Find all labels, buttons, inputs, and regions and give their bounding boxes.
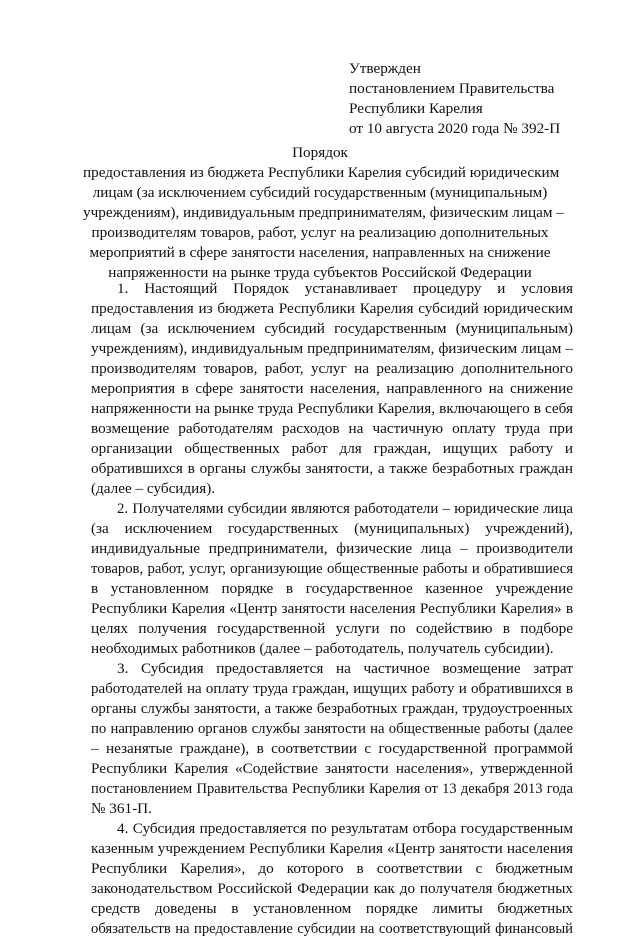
paragraph-line: возмещение работодателям расходов на частичную оплату труда при <box>91 420 573 437</box>
subtitle-line: лицам (за исключением субсидий государственным (муниципальным) <box>92 184 548 201</box>
paragraph-line: (за исключением государственных (муниципальных) учреждений), <box>91 520 573 537</box>
paragraph-line: мероприятия в сфере занятости населения, направленного на снижение <box>91 380 573 397</box>
paragraph-line: Республики Карелия «Центр занятости населения Республики Карелия» в <box>91 600 573 617</box>
paragraph-line: средств доведены в установленном порядке лимиты бюджетных <box>91 900 573 917</box>
paragraph-line: организации общественных работ для граждан, ищущих работу и <box>91 440 573 457</box>
paragraph-line: напряженности на рынке труда Республики Карелия, включающего в себя <box>91 400 573 417</box>
paragraph-line: работодателей на оплату труда граждан, ищущих работу и обратившихся в <box>91 681 573 697</box>
approval-stamp-block <box>349 59 560 139</box>
paragraph-line: 1. Настоящий Порядок устанавливает процедуру и условия <box>117 280 573 297</box>
paragraph-line: лицам (за исключением субсидий государственным (муниципальным) <box>91 320 573 337</box>
paragraph-line: обязательств на предоставление субсидии на соответствующий финансовый <box>91 921 573 937</box>
paragraph-line: в установленном порядке в государственное казенное учреждение <box>91 580 573 597</box>
paragraph-line: постановлением Правительства Республики Карелия от 13 декабря 2013 года <box>91 781 573 797</box>
paragraph-line: индивидуальные предприниматели, физические лица – производители <box>91 540 573 557</box>
paragraph-line: предоставления из бюджета Республики Карелия субсидий юридическим <box>91 300 573 317</box>
paragraph-line: обратившихся в органы службы занятости, а также безработных граждан <box>91 460 573 477</box>
paragraph-1 <box>91 279 573 499</box>
paragraph-line: производителям товаров, работ, услуг на реализацию дополнительного <box>91 360 573 377</box>
paragraph-line: учреждениям), индивидуальным предпринимателям, физическим лицам – <box>91 340 573 357</box>
approval-line: постановлением Правительства <box>349 80 555 97</box>
paragraph-line: товаров, работ, услуг, организующие общественные работы и обратившиеся <box>91 561 573 577</box>
subtitle-line: мероприятий в сфере занятости населения, направленных на снижение <box>89 244 551 261</box>
paragraph-line: 2. Получателями субсидии являются работодатели – юридические лица <box>117 501 573 517</box>
approval-line: Республики Карелия <box>349 100 483 117</box>
subtitle-line: учреждениям), индивидуальным предпринимателям, физическим лицам – <box>83 204 564 221</box>
paragraph-2 <box>91 499 573 659</box>
subtitle-line: производителям товаров, работ, услуг на реализацию дополнительных <box>91 224 549 241</box>
paragraph-line: 4. Субсидия предоставляется по результатам отбора государственным <box>117 820 573 837</box>
paragraph-line: целях получения государственной услуги по содействию в подборе <box>91 620 573 637</box>
paragraph-line: – незанятые граждане), в соответствии с государственной программой <box>91 740 573 757</box>
paragraph-line: по направлению органов службы занятости на общественные работы (далее <box>91 721 573 737</box>
paragraph-line: (далее – субсидия). <box>91 480 216 497</box>
paragraph-line: 3. Субсидия предоставляется на частичное возмещение затрат <box>117 660 573 677</box>
paragraph-line: органы службы занятости, а также безработных граждан, трудоустроенных <box>91 701 573 717</box>
paragraph-line: законодательством Российской Федерации как до получателя бюджетных <box>91 880 573 897</box>
paragraph-line: необходимых работников (далее – работодатель, получатель субсидии). <box>91 640 554 657</box>
subtitle-line: напряженности на рынке труда субъектов Российской Федерации <box>108 264 532 281</box>
paragraph-3 <box>91 659 573 819</box>
document-title: Порядок <box>292 144 348 161</box>
document-body <box>91 279 573 939</box>
paragraph-4 <box>91 819 573 939</box>
paragraph-line: казенным учреждением Республики Карелия «Центр занятости населения <box>91 840 573 857</box>
approval-line: Утвержден <box>349 60 421 77</box>
approval-line: от 10 августа 2020 года № 392-П <box>349 120 561 137</box>
document-subtitle <box>83 163 564 283</box>
paragraph-line: № 361-П. <box>91 800 152 817</box>
paragraph-line: Республики Карелия», до которого в соответствии с бюджетным <box>91 860 573 877</box>
paragraph-line: Республики Карелия «Содействие занятости населения», утвержденной <box>91 760 573 777</box>
subtitle-line: предоставления из бюджета Республики Карелия субсидий юридическим <box>83 164 560 181</box>
